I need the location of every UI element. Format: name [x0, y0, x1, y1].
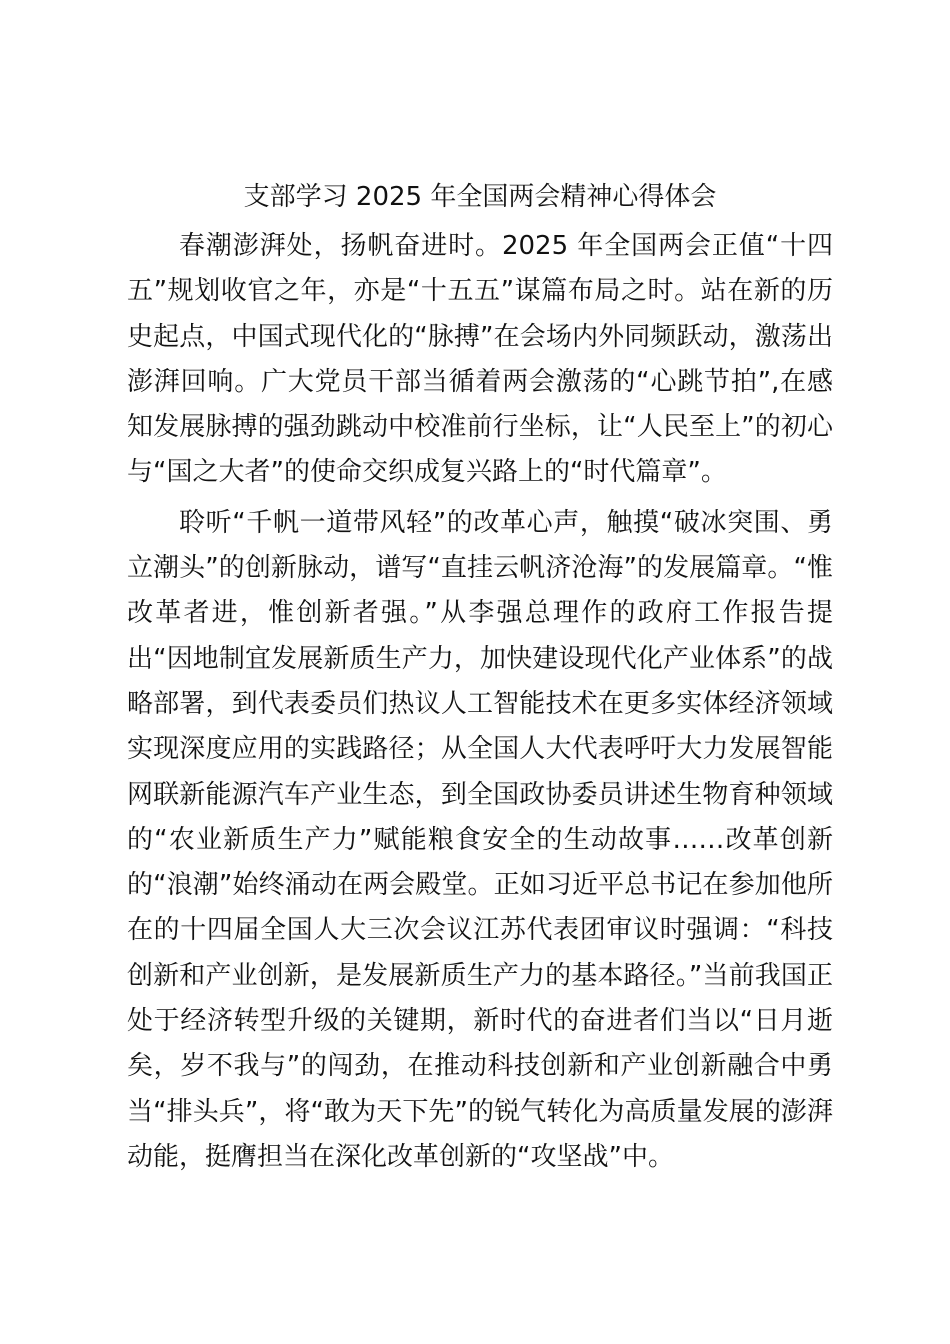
- paragraph-1: 春潮澎湃处，扬帆奋进时。2025 年全国两会正值“十四五”规划收官之年，亦是“十五五”谋篇布局之时。站在新的历史起点，中国式现代化的“脉搏”在会场内外同频跃动，激荡出澎湃回响。广大党员干部当循着两会激荡的“心跳节拍”,在感知发展脉搏的强劲跳动中校准前行坐标，让“人民至上”的初心与“国之大者”的使命交织成复兴路上的“时代篇章”。: [127, 231, 833, 488]
- document-title: 支部学习 2025 年全国两会精神心得体会: [243, 182, 717, 212]
- document-body: [127, 176, 833, 1180]
- paragraph-2: 聆听“千帆一道带风轻”的改革心声，触摸“破冰突围、勇立潮头”的创新脉动，谱写“直挂云帆济沧海”的发展篇章。“惟改革者进，惟创新者强。”从李强总理作的政府工作报告提出“因地制宜发展新质生产力，加快建设现代化产业体系”的战略部署，到代表委员们热议人工智能技术在更多实体经济领域实现深度应用的实践路径；从全国人大代表呼吁大力发展智能网联新能源汽车产业生态，到全国政协委员讲述生物育种领域的“农业新质生产力”赋能粮食安全的生动故事……改革创新的“浪潮”始终涌动在两会殿堂。正如习近平总书记在参加他所在的十四届全国人大三次会议江苏代表团审议时强调：“科技创新和产业创新，是发展新质生产力的基本路径。”当前我国正处于经济转型升级的关键期，新时代的奋进者们当以“日月逝矣，岁不我与”的闯劲，在推动科技创新和产业创新融合中勇当“排头兵”，将“敢为天下先”的锐气转化为高质量发展的澎湃动能，挺膺担当在深化改革创新的“攻坚战”中。: [127, 507, 833, 1172]
